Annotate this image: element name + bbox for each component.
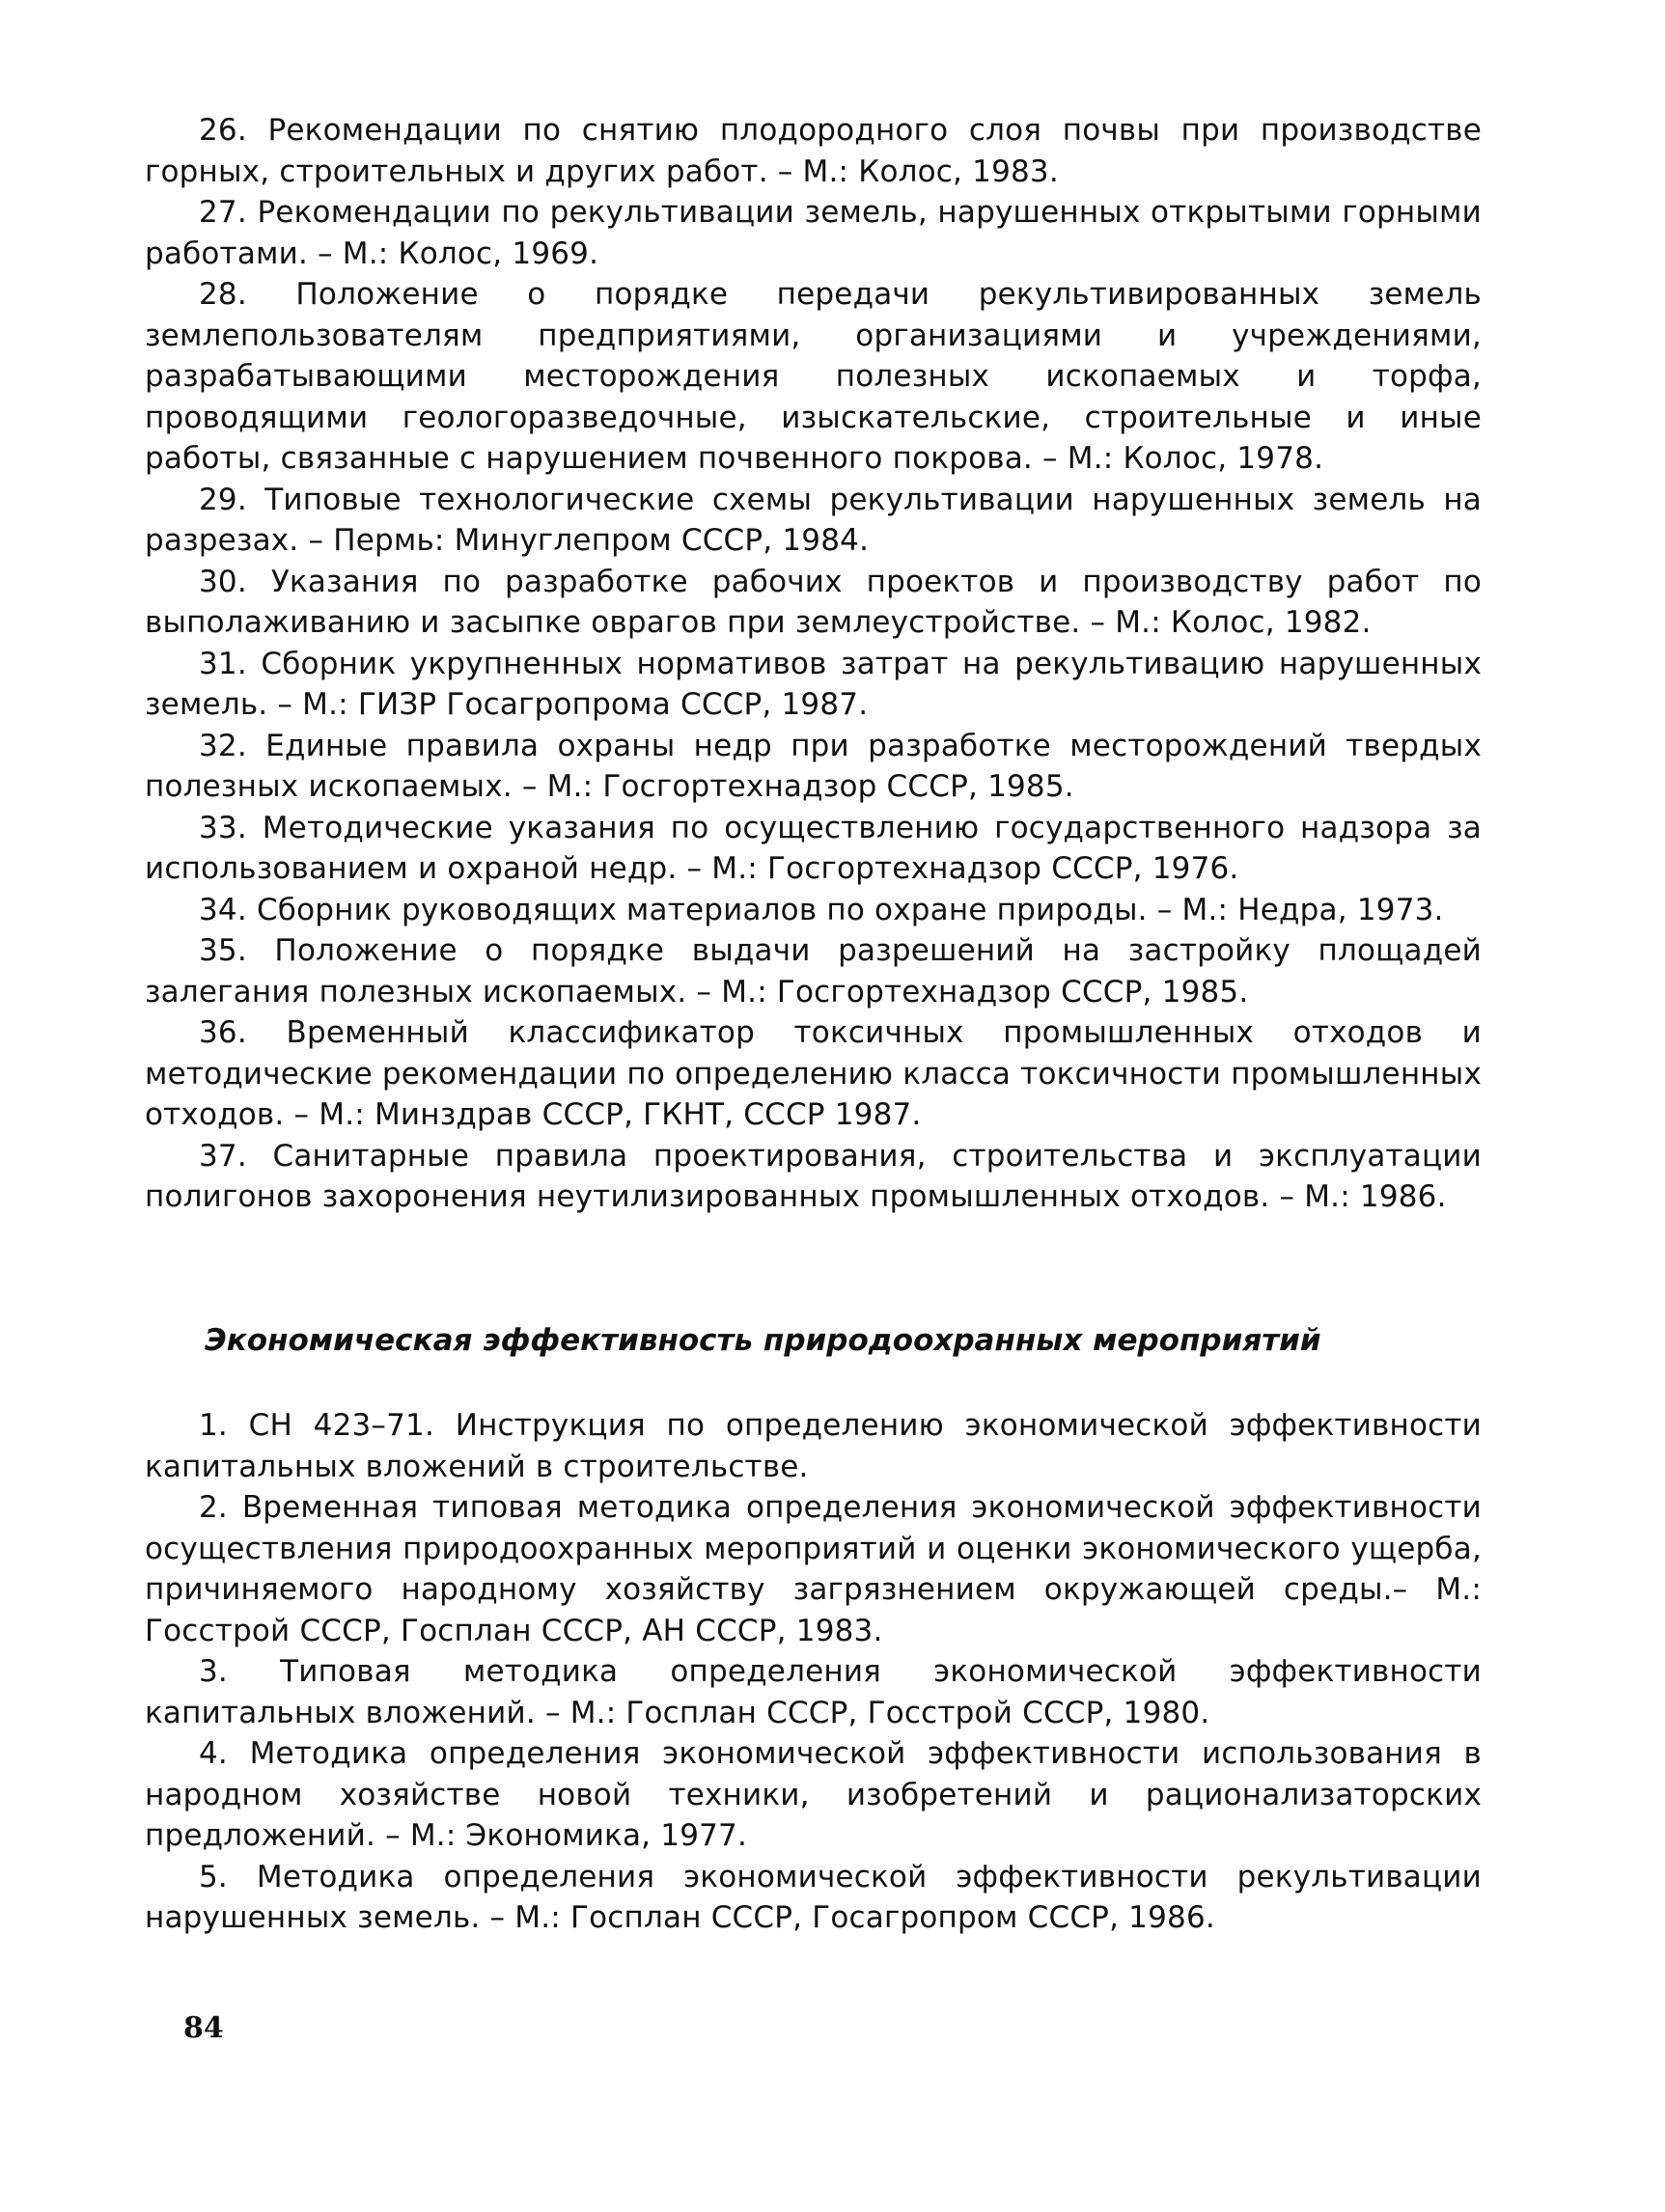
- reference-33: 33. Методические указания по осуществлению государственного надзора за использованием и охраной недр. – М.: Госгортехнадзор СССР, 1976.: [145, 810, 1482, 886]
- reference-list-economic: [145, 1405, 1482, 1939]
- reference-1: 1. СН 423–71. Инструкция по определению экономической эффективности капитальных вложений в строительстве.: [145, 1408, 1482, 1484]
- section-heading: Экономическая эффективность природоохранных мероприятий: [205, 1323, 1321, 1358]
- reference-31: 31. Сборник укрупненных нормативов затрат на рекультивацию нарушенных земель. – М.: ГИЗР Госагропрома СССР, 1987.: [145, 646, 1482, 722]
- reference-5: 5. Методика определения экономической эффективности рекультивации нарушенных земель. – М.: Госплан СССР, Госагропром СССР, 1986.: [145, 1859, 1482, 1935]
- reference-2: 2. Временная типовая методика определения экономической эффективности осуществления природоохранных мероприятий и оценки экономического ущерба, причиняемого народному хозяйству загрязнением окружающей среды.– М.: Госстрой СССР, Госплан СССР, АН СССР, 1983.: [145, 1490, 1482, 1648]
- reference-28: 28. Положение о порядке передачи рекультивированных земель землепользователям предприятиями, организациями и учреждениями, разрабатывающими месторождения полезных ископаемых и торфа, проводящими геологоразведочные, изыскательские, строительные и иные работы, связанные с нарушением почвенного покрова. – М.: Колос, 1978.: [145, 277, 1482, 476]
- reference-29: 29. Типовые технологические схемы рекультивации нарушенных земель на разрезах. – Пермь: Минуглепром СССР, 1984.: [145, 482, 1482, 558]
- reference-26: 26. Рекомендации по снятию плодородного слоя почвы при производстве горных, строительных и других работ. – М.: Колос, 1983.: [145, 113, 1482, 189]
- reference-3: 3. Типовая методика определения экономической эффективности капитальных вложений. – М.: Госплан СССР, Госстрой СССР, 1980.: [145, 1654, 1482, 1730]
- reference-36: 36. Временный классификатор токсичных промышленных отходов и методические рекомендации по определению класса токсичности промышленных отходов. – М.: Минздрав СССР, ГКНТ, СССР 1987.: [145, 1015, 1482, 1132]
- reference-list-environmental: [145, 110, 1482, 1218]
- page-number: 84: [183, 2011, 224, 2045]
- reference-34: 34. Сборник руководящих материалов по охране природы. – М.: Недра, 1973.: [199, 892, 1444, 927]
- reference-32: 32. Единые правила охраны недр при разработке месторождений твердых полезных ископаемых. – М.: Госгортехнадзор СССР, 1985.: [145, 728, 1482, 804]
- reference-27: 27. Рекомендации по рекультивации земель, нарушенных открытыми горными работами. – М.: Колос, 1969.: [145, 195, 1482, 271]
- reference-4: 4. Методика определения экономической эффективности использования в народном хозяйстве новой техники, изобретений и рационализаторских предложений. – М.: Экономика, 1977.: [145, 1736, 1482, 1853]
- reference-35: 35. Положение о порядке выдачи разрешений на застройку площадей залегания полезных ископаемых. – М.: Госгортехнадзор СССР, 1985.: [145, 933, 1482, 1009]
- reference-37: 37. Санитарные правила проектирования, строительства и эксплуатации полигонов захоронения неутилизированных промышленных отходов. – М.: 1986.: [145, 1138, 1482, 1214]
- reference-30: 30. Указания по разработке рабочих проектов и производству работ по выполаживанию и засыпке оврагов при землеустройстве. – М.: Колос, 1982.: [145, 564, 1482, 640]
